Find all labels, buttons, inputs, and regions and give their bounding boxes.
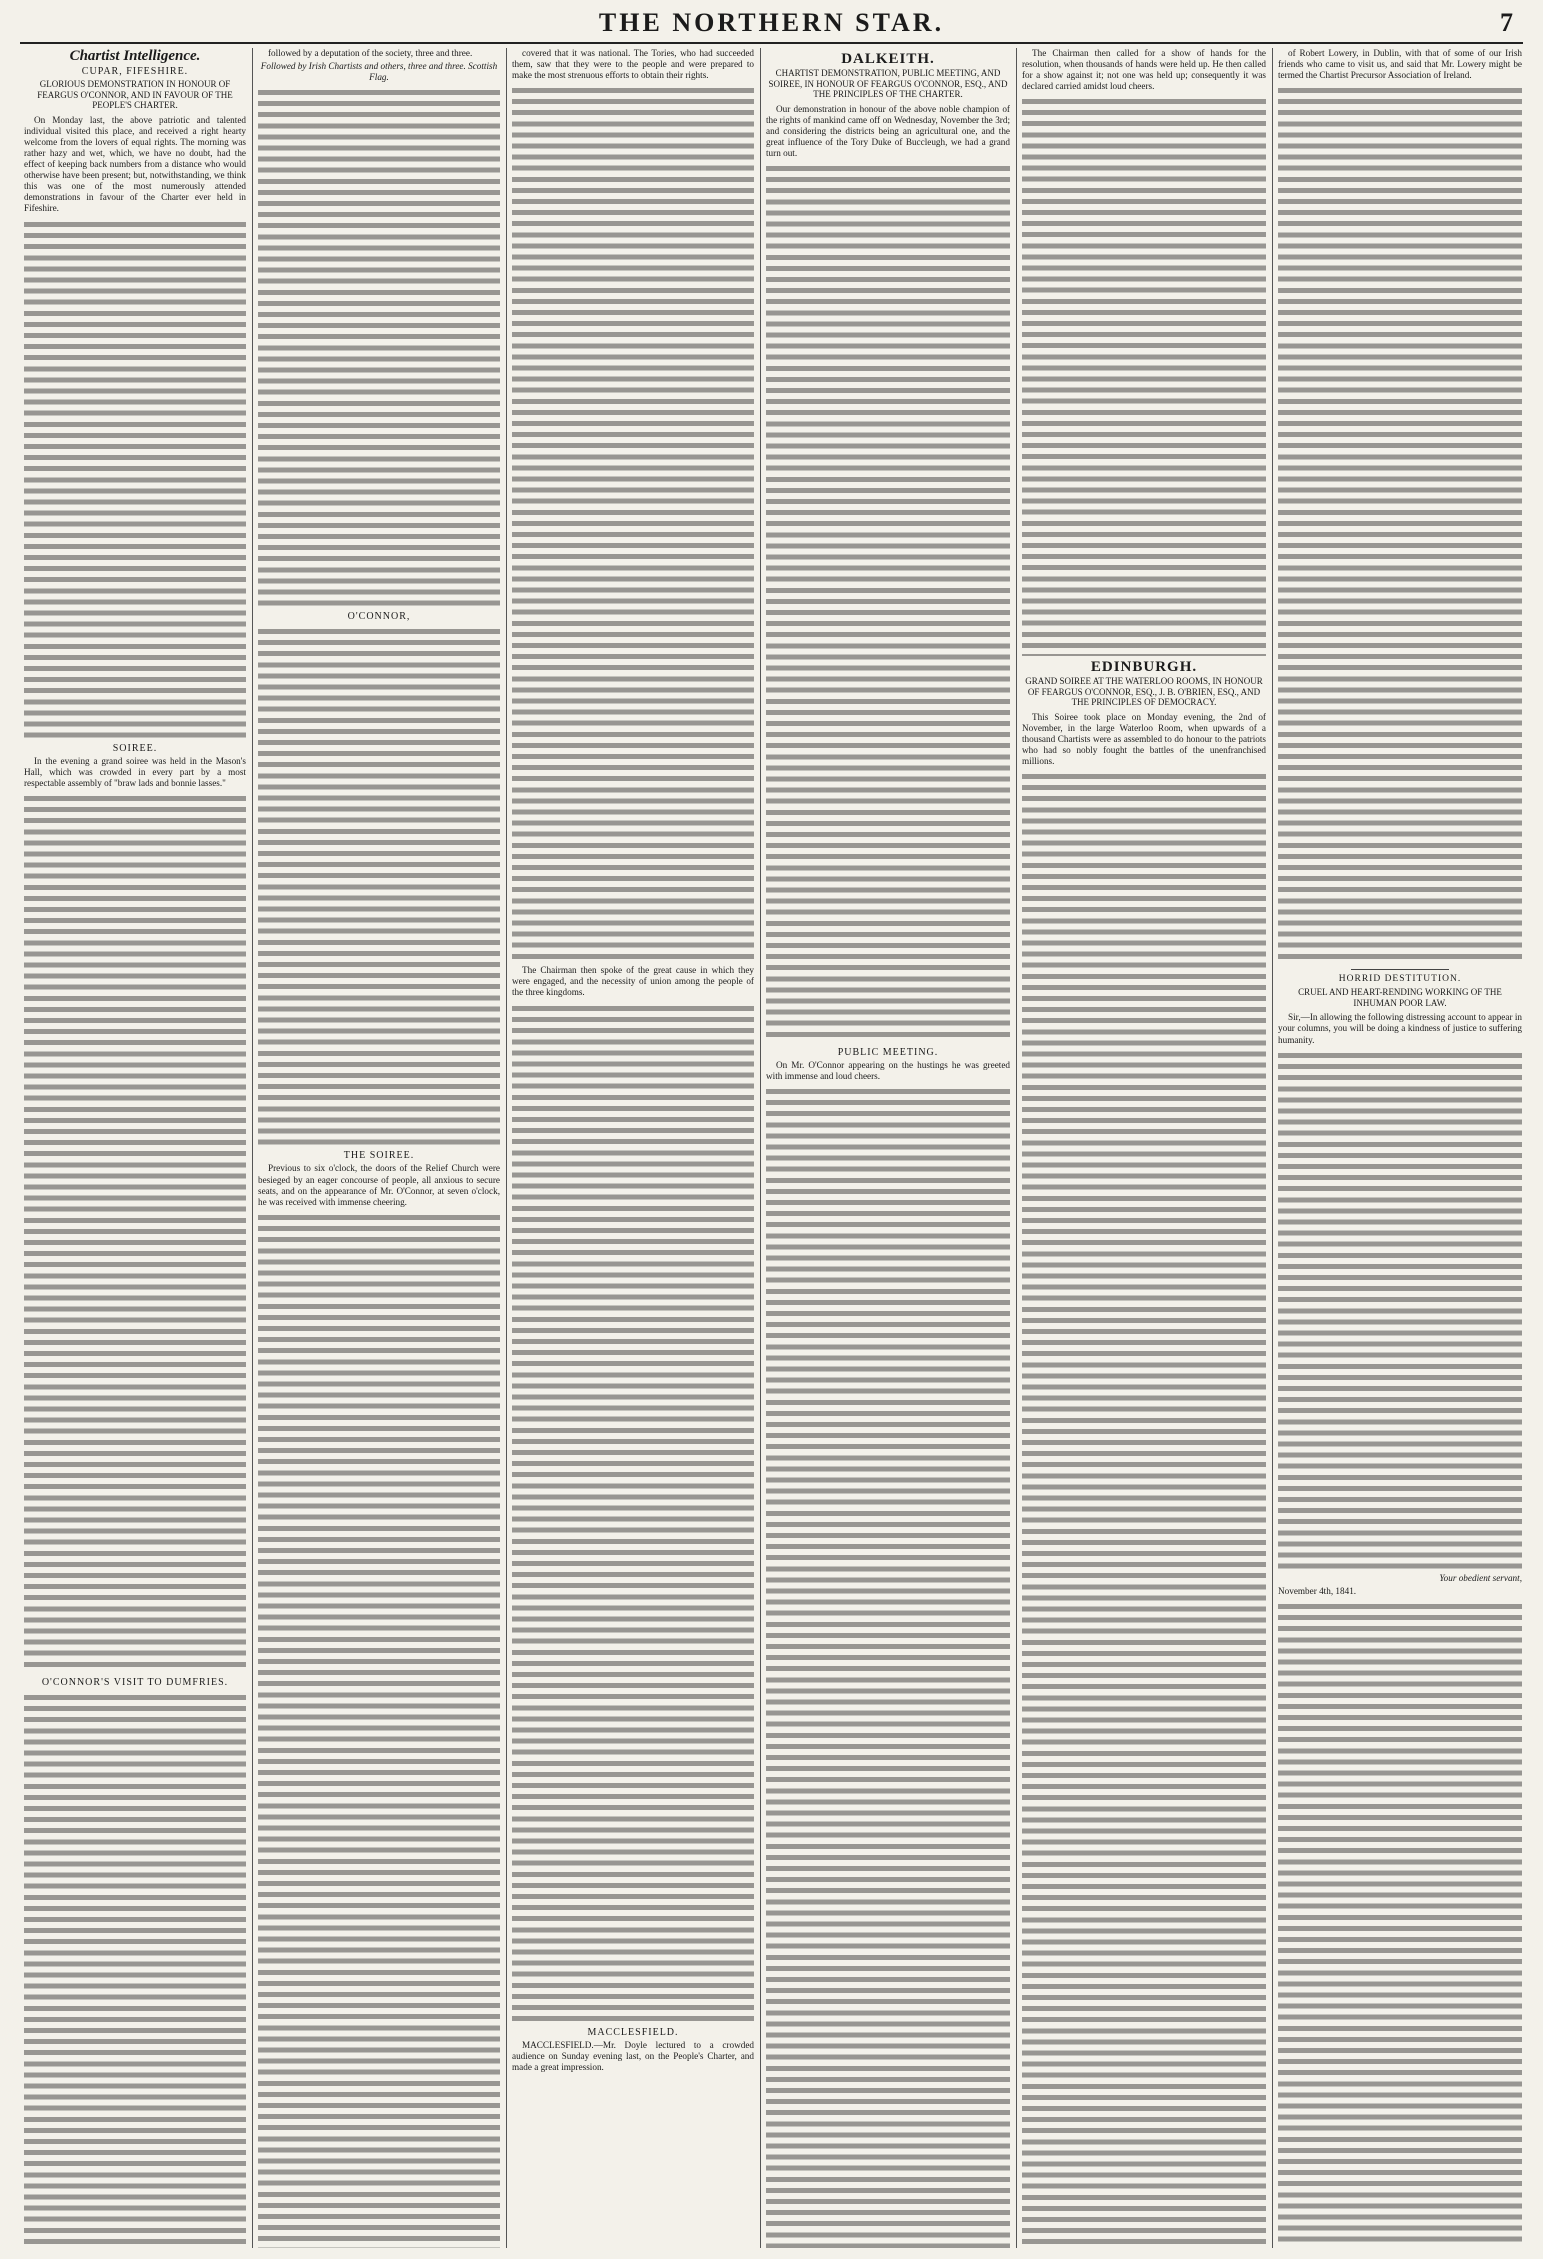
newspaper-title: THE NORTHERN STAR.: [598, 8, 945, 37]
macclesfield-heading: MACCLESFIELD.: [587, 2026, 679, 2038]
body-text: [766, 163, 1010, 1043]
column-2: [258, 48, 500, 2248]
body-text: [258, 87, 500, 607]
body-text: [258, 1212, 500, 2248]
article-paragraph: On Monday last, the above patriotic and talented individual visited this place, and received a right hearty welcome from the lovers of equal rights. The morning was rather hazy and wet, which, we have no doubt, had the effect of keeping back numbers from a distance who would otherwise have been present; but, notwithstanding, we think this was one of the most numerously attended demonstrations in favour of the Charter ever held in Fifeshire.: [24, 114, 246, 214]
body-text: [1278, 1601, 1522, 2248]
column-rule: [252, 48, 253, 2248]
article-paragraph: The Chairman then spoke of the great cause in which they were engaged, and the necessity of union among the people of the three kingdoms.: [512, 965, 754, 998]
masthead: [20, 6, 1523, 44]
letter-signature: Your obedient servant,: [1439, 1572, 1522, 1583]
page-number: 7: [1500, 8, 1513, 37]
soiree-heading: SOIREE.: [112, 742, 158, 754]
body-text: [24, 219, 246, 739]
visit-heading: O'CONNOR'S VISIT TO DUMFRIES.: [41, 1676, 229, 1688]
column-rule: [1272, 48, 1273, 2248]
column-4: [766, 48, 1010, 2248]
body-text: [512, 1003, 754, 2023]
edinburgh-subheading: GRAND SOIREE AT THE WATERLOO ROOMS, IN HONOUR OF FEARGUS O'CONNOR, ESQ., J. B. O'BRIEN, ESQ., AND THE PRINCIPLES OF DEMOCRACY.: [1025, 676, 1263, 708]
procession-text: Followed by Irish Chartists and others, three and three. Scottish Flag.: [260, 61, 498, 83]
article-paragraph: of Robert Lowery, in Dublin, with that of some of our Irish friends who came to visit us, and said that Mr. Lowery might be termed the Chartist Precursor Association of Ireland.: [1278, 48, 1522, 81]
horrid-subheading: CRUEL AND HEART-RENDING WORKING OF THE INHUMAN POOR LAW.: [1298, 987, 1502, 1008]
horrid-heading: HORRID DESTITUTION.: [1338, 974, 1462, 985]
column-rule: [1016, 48, 1017, 2248]
dalkeith-subheading: CHARTIST DEMONSTRATION, PUBLIC MEETING, AND SOIREE, IN HONOUR OF FEARGUS O'CONNOR, ESQ., AND THE PRINCIPLES OF THE CHARTER.: [768, 68, 1008, 100]
dalkeith-heading: DALKEITH.: [841, 51, 935, 67]
procession-text: followed by a deputation of the society, three and three.: [268, 48, 473, 58]
soiree-paragraph: In the evening a grand soiree was held in the Mason's Hall, which was crowded in every part by a most respectable assembly of "braw lads and bonnie lasses.": [24, 755, 246, 788]
soiree-heading: THE SOIREE.: [343, 1150, 415, 1162]
article-paragraph: On Mr. O'Connor appearing on the hustings he was greeted with immense and loud cheers.: [766, 1060, 1010, 1082]
edinburgh-heading: EDINBURGH.: [1090, 659, 1198, 676]
column-rule: [506, 48, 507, 2248]
body-text: [258, 626, 500, 1146]
column-3: [512, 48, 754, 2248]
macclesfield-paragraph: MACCLESFIELD.—Mr. Doyle lectured to a crowded audience on Sunday evening last, on the People's Charter, and made a great impression.: [512, 2039, 754, 2072]
section-heading: Chartist Intelligence.: [69, 48, 201, 64]
article-headline: GLORIOUS DEMONSTRATION IN HONOUR OF FEARGUS O'CONNOR, AND IN FAVOUR OF THE PEOPLE'S CHARTER.: [37, 79, 233, 111]
body-text: [1278, 1050, 1522, 1570]
column-1: [24, 48, 246, 2248]
column-rule: [760, 48, 761, 2248]
article-paragraph: The Chairman then called for a show of hands for the resolution, when thousands of hands were held up. He then called for a show against it; not one was held up; consequently it was declared carried amidst loud cheers.: [1022, 48, 1266, 92]
body-text: [512, 85, 754, 965]
letter-date: November 4th, 1841.: [1278, 1585, 1357, 1596]
article-paragraph: covered that it was national. The Tories, who had succeeded them, saw that they were to the people and were prepared to make the most strenuous efforts to obtain their rights.: [512, 48, 754, 81]
letter-paragraph: Sir,—In allowing the following distressing account to appear in your columns, you will be doing a kindness of justice to suffering humanity.: [1278, 1012, 1522, 1045]
soiree-paragraph: Previous to six o'clock, the doors of the Relief Church were besieged by an eager concourse of people, all anxious to secure seats, and on the appearance of Mr. O'Connor, at seven o'clock, he was received with immense cheering.: [258, 1163, 500, 1207]
body-text: [24, 1692, 246, 2248]
place-heading: CUPAR, FIFESHIRE.: [81, 66, 189, 78]
body-text: [766, 1086, 1010, 2248]
column-6: [1278, 48, 1522, 2248]
article-paragraph: This Soiree took place on Monday evening, the 2nd of November, in the large Waterloo Room, when upwards of a thousand Chartists were as assembled to do honour to the patriots who had so nobly fought the battles of the unenfranchised millions.: [1022, 711, 1266, 767]
body-text: [1022, 771, 1266, 2248]
body-text: [24, 793, 246, 1673]
public-meeting-heading: PUBLIC MEETING.: [837, 1047, 939, 1059]
column-5: [1022, 48, 1266, 2248]
oconnor-heading: O'CONNOR,: [347, 611, 411, 623]
article-paragraph: Our demonstration in honour of the above noble champion of the rights of mankind came off on Wednesday, November the 3rd; and considering the districts being an agricultural one, and the great influence of the Tory Duke of Buccleugh, we had a grand turn out.: [766, 103, 1010, 158]
body-text: [1022, 96, 1266, 656]
body-text: [1278, 85, 1522, 965]
divider: [1351, 969, 1449, 970]
